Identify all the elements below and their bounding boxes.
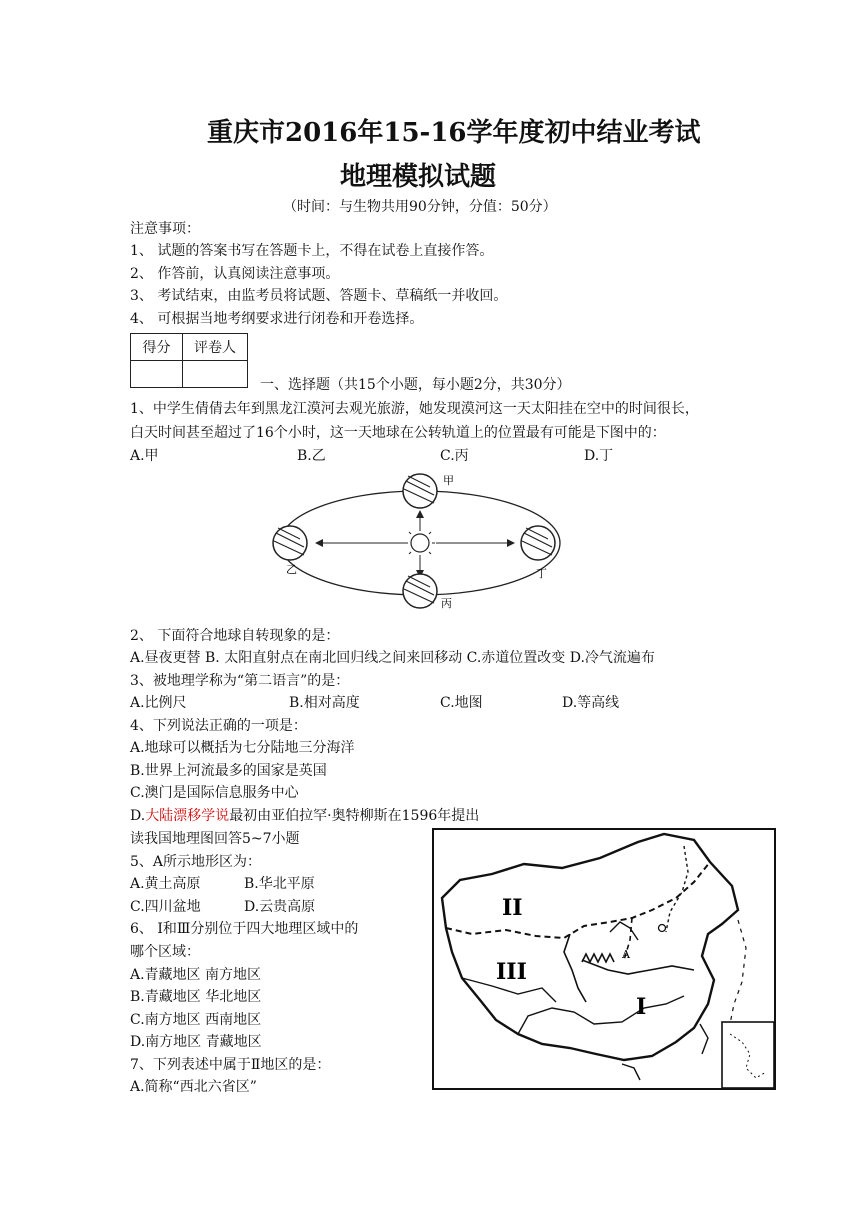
orbit-label-ding: 丁	[536, 567, 547, 580]
option: A.地球可以概括为七分陆地三分海洋	[130, 740, 355, 756]
region-label-ii: II	[502, 895, 523, 921]
question-2-options: A.昼夜更替 B. 太阳直射点在南北回归线之间来回移动 C.赤道位置改变 D.冷气流遍布	[130, 650, 655, 666]
option: D.等高线	[562, 695, 620, 711]
option: D.云贵高原	[244, 899, 316, 915]
question-2-stem: 2、 下面符合地球自转现象的是：	[130, 628, 340, 644]
question-5-stem: 5、A所示地形区为：	[130, 854, 262, 870]
question-4-stem: 4、下列说法正确的一项是：	[130, 718, 307, 734]
note-item: 3、 考试结束，由监考员将试题、答题卡、草稿纸一并收回。	[130, 288, 508, 304]
option: B.乙	[297, 448, 326, 464]
section-heading: 一、选择题（共15个小题，每小题2分，共30分）	[260, 377, 571, 393]
orbit-label-yi: 乙	[286, 563, 297, 576]
sun-icon	[405, 528, 435, 558]
notes-heading: 注意事项：	[130, 221, 200, 237]
earth-orbit-diagram	[258, 465, 568, 615]
map-intro: 读我国地理图回答5~7小题	[130, 831, 300, 847]
question-3-stem: 3、被地理学称为“第二语言”的是：	[130, 673, 350, 689]
note-item: 2、 作答前，认真阅读注意事项。	[130, 266, 340, 282]
grader-header: 评卷人	[183, 334, 248, 361]
option: B.华北平原	[244, 876, 315, 892]
option: A.比例尺	[130, 695, 187, 711]
earth-icon	[521, 526, 555, 560]
option: C.四川盆地	[130, 899, 201, 915]
grader-cell[interactable]	[183, 361, 248, 388]
option: A.甲	[130, 448, 159, 464]
option: C.丙	[440, 448, 469, 464]
region-label-iii: III	[496, 959, 527, 985]
highlighted-term: 大陆漂移学说	[145, 808, 230, 824]
page-subtitle: 地理模拟试题	[340, 162, 497, 192]
orbit-label-bing: 丙	[441, 597, 452, 610]
earth-icon	[403, 574, 437, 608]
orbit-label-jia: 甲	[443, 474, 454, 487]
option: C.澳门是国际信息服务中心	[130, 785, 299, 801]
option: C.南方地区 西南地区	[130, 1012, 262, 1028]
score-header: 得分	[131, 334, 183, 361]
question-1-stem: 白天时间甚至超过了16个小时，这一天地球在公转轨道上的位置最有可能是下图中的：	[130, 425, 666, 441]
question-1-stem: 1、中学生倩倩去年到黑龙江漠河去观光旅游，她发现漠河这一天太阳挂在空中的时间很长，	[130, 401, 699, 417]
earth-icon	[403, 474, 437, 508]
option: D.南方地区 青藏地区	[130, 1034, 262, 1050]
option: D.丁	[584, 448, 614, 464]
earth-icon	[273, 526, 307, 560]
option-d	[130, 806, 479, 826]
option: B.相对高度	[289, 695, 360, 711]
question-6-stem: 6、 Ⅰ和Ⅲ分别位于四大地理区域中的	[130, 921, 359, 937]
region-label-i: I	[636, 994, 647, 1020]
score-cell[interactable]	[131, 361, 183, 388]
option: A.黄土高原	[130, 876, 201, 892]
note-item: 4、 可根据当地考纲要求进行闭卷和开卷选择。	[130, 311, 424, 327]
option: B.青藏地区 华北地区	[130, 989, 262, 1005]
option: A.青藏地区 南方地区	[130, 967, 262, 983]
note-item: 1、 试题的答案书写在答题卡上，不得在试卷上直接作答。	[130, 243, 494, 259]
option: A.简称“西北六省区”	[130, 1079, 257, 1095]
point-label-a: A	[622, 948, 630, 961]
option-d-prefix: D.	[130, 808, 146, 824]
option: C.地图	[440, 695, 483, 711]
time-info: （时间：与生物共用90分钟，分值：50分）	[283, 199, 557, 215]
question-6-stem: 哪个区域：	[130, 944, 200, 960]
question-7-stem: 7、下列表述中属于Ⅱ地区的是：	[130, 1057, 331, 1073]
score-table	[130, 333, 248, 388]
option: B.世界上河流最多的国家是英国	[130, 763, 327, 779]
china-map	[432, 828, 776, 1090]
page-title: 重庆市2016年15-16学年度初中结业考试	[207, 118, 701, 148]
option-d-rest: 最初由亚伯拉罕·奥特柳斯在1596年提出	[229, 808, 480, 824]
